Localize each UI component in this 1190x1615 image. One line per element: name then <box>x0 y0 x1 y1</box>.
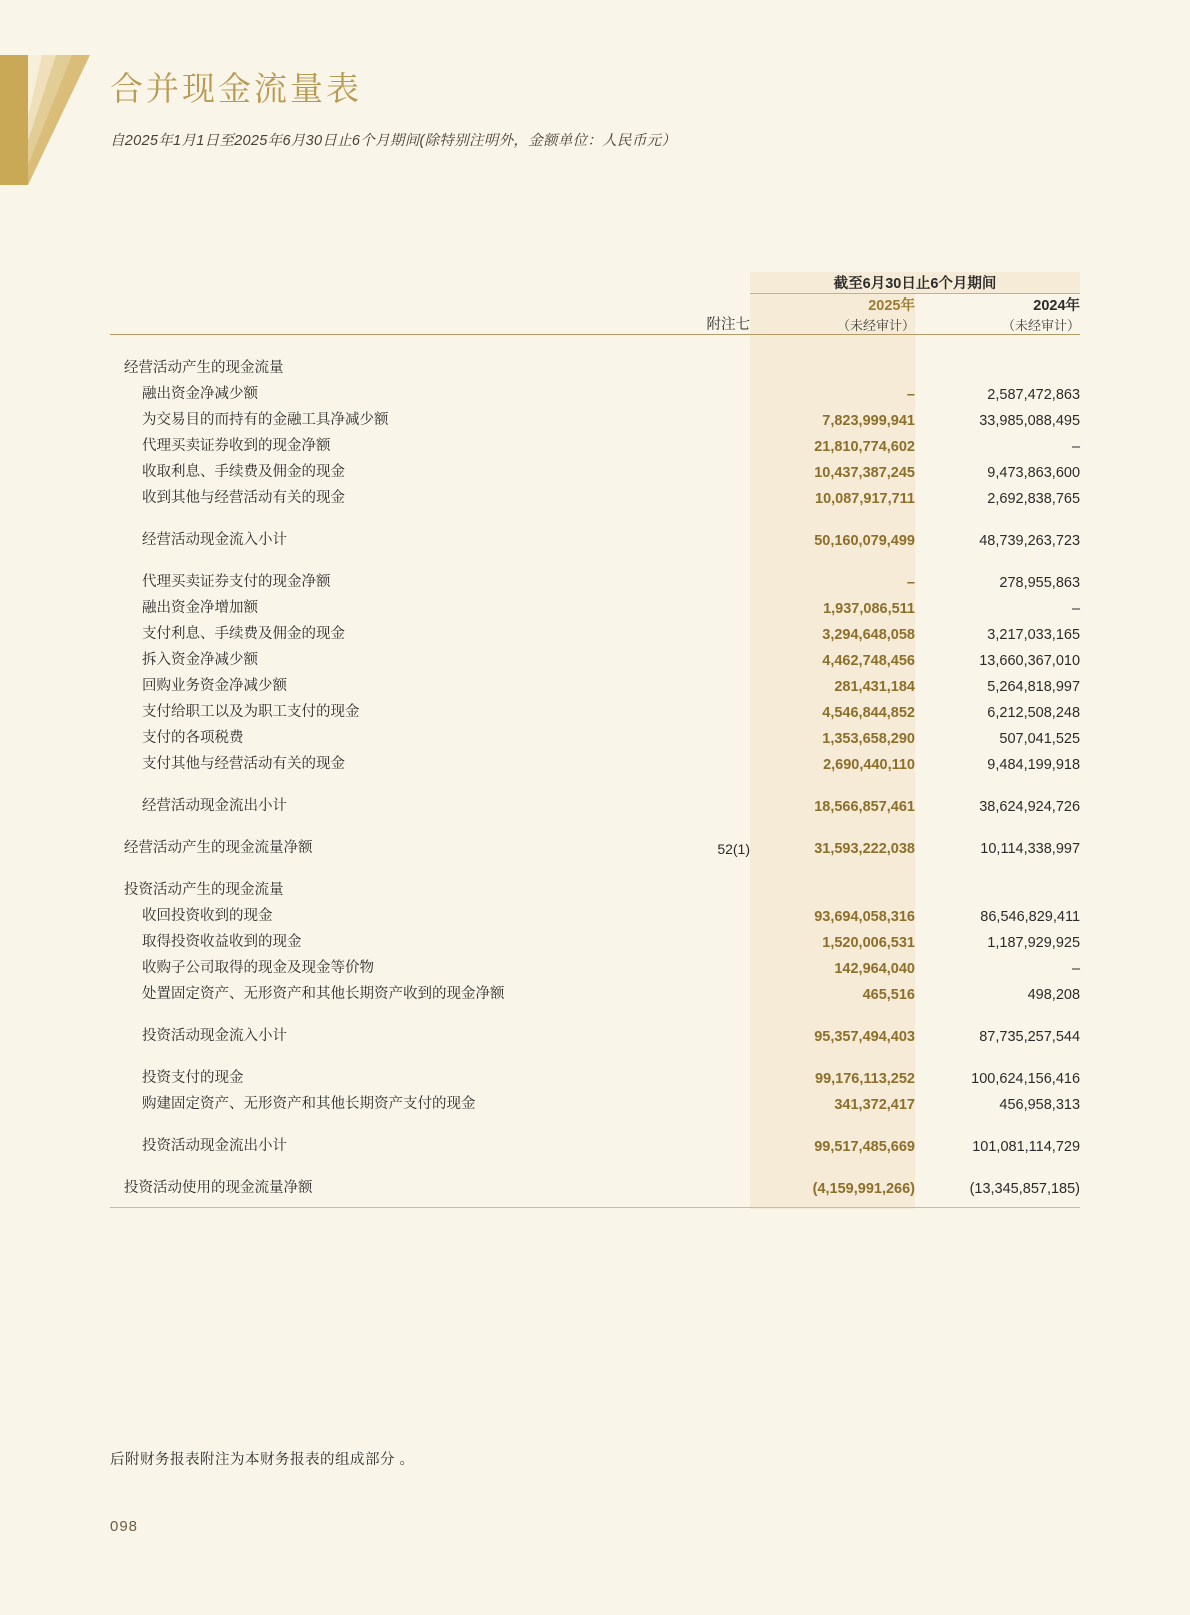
row-note <box>640 1061 750 1087</box>
year-2025-audit: （未经审计） <box>750 315 915 335</box>
table-row <box>110 591 1080 617</box>
row-value-2025: 1,353,658,290 <box>750 721 915 747</box>
row-label: 融出资金净减少额 <box>142 386 258 402</box>
row-value-2024: 101,081,114,729 <box>972 1139 1081 1155</box>
row-label: 收购子公司取得的现金及现金等价物 <box>142 960 374 976</box>
row-gap <box>110 1155 1080 1171</box>
row-value-2024: 507,041,525 <box>999 731 1081 747</box>
row-value-2024: 87,735,257,544 <box>979 1029 1081 1045</box>
row-value-2025: 10,437,387,245 <box>750 455 915 481</box>
row-note <box>640 377 750 403</box>
row-value-2025: 465,516 <box>750 977 915 1003</box>
row-label: 投资活动使用的现金流量净额 <box>124 1180 313 1196</box>
row-value-2025: 95,357,494,403 <box>750 1019 915 1045</box>
table-row <box>110 669 1080 695</box>
row-value-2025: 1,937,086,511 <box>750 591 915 617</box>
row-value-2025 <box>750 351 915 377</box>
row-label: 代理买卖证券收到的现金净额 <box>142 438 331 454</box>
row-gap <box>110 773 1080 789</box>
row-label: 经营活动现金流出小计 <box>142 798 287 814</box>
row-note <box>640 789 750 815</box>
table-row <box>110 925 1080 951</box>
row-value-2024: 456,958,313 <box>999 1097 1081 1113</box>
row-value-2024: 33,985,088,495 <box>979 413 1081 429</box>
row-note <box>640 925 750 951</box>
row-label: 支付给职工以及为职工支付的现金 <box>142 704 360 720</box>
row-value-2024: 3,217,033,165 <box>987 627 1081 643</box>
table-row <box>110 899 1080 925</box>
row-value-2024: 6,212,508,248 <box>987 705 1081 721</box>
row-note: 52(1) <box>717 841 750 857</box>
row-label: 经营活动现金流入小计 <box>142 532 287 548</box>
table-row <box>110 747 1080 773</box>
row-value-2025: 50,160,079,499 <box>750 523 915 549</box>
row-value-2024: 9,473,863,600 <box>987 465 1081 481</box>
table-row <box>110 951 1080 977</box>
row-label: 取得投资收益收到的现金 <box>142 934 302 950</box>
row-label: 收取利息、手续费及佣金的现金 <box>142 464 345 480</box>
row-value-2025: 93,694,058,316 <box>750 899 915 925</box>
row-value-2024 <box>915 351 1080 377</box>
row-value-2025: 3,294,648,058 <box>750 617 915 643</box>
row-value-2025: 341,372,417 <box>750 1087 915 1113</box>
table-row <box>110 1171 1080 1197</box>
row-gap <box>110 1113 1080 1129</box>
row-value-2025: 7,823,999,941 <box>750 403 915 429</box>
row-label: 代理买卖证券支付的现金净额 <box>142 574 331 590</box>
cash-flow-statement <box>110 272 1080 1208</box>
table-row <box>110 617 1080 643</box>
row-label: 投资活动现金流入小计 <box>142 1028 287 1044</box>
row-value-2024: 278,955,863 <box>999 575 1081 591</box>
table-row <box>110 429 1080 455</box>
table-row <box>110 1087 1080 1113</box>
row-value-2024: 48,739,263,723 <box>979 533 1081 549</box>
row-value-2025: 99,517,485,669 <box>750 1129 915 1155</box>
row-label: 为交易目的而持有的金融工具净减少额 <box>142 412 389 428</box>
row-value-2025: 2,690,440,110 <box>750 747 915 773</box>
row-label: 投资支付的现金 <box>142 1070 244 1086</box>
year-2024-audit: （未经审计） <box>1002 318 1081 333</box>
page-header <box>110 68 1090 150</box>
table-row <box>110 831 1080 857</box>
row-gap <box>110 1003 1080 1019</box>
table-row <box>110 873 1080 899</box>
row-note <box>640 977 750 1003</box>
row-value-2025: 281,431,184 <box>750 669 915 695</box>
row-note <box>640 695 750 721</box>
row-note <box>640 617 750 643</box>
row-note <box>640 669 750 695</box>
row-value-2024: 2,587,472,863 <box>987 387 1081 403</box>
row-label: 支付利息、手续费及佣金的现金 <box>142 626 345 642</box>
table-row <box>110 977 1080 1003</box>
table-row <box>110 721 1080 747</box>
row-label: 支付其他与经营活动有关的现金 <box>142 756 345 772</box>
year-row <box>110 294 1080 315</box>
row-label: 投资活动现金流出小计 <box>142 1138 287 1154</box>
table-row <box>110 789 1080 815</box>
row-value-2025: 1,520,006,531 <box>750 925 915 951</box>
page-number: 098 <box>110 1518 139 1535</box>
row-value-2024 <box>915 873 1080 899</box>
row-note <box>640 951 750 977</box>
row-value-2025: 142,964,040 <box>750 951 915 977</box>
row-value-2024: 13,660,367,010 <box>979 653 1081 669</box>
row-label: 经营活动产生的现金流量净额 <box>124 840 313 856</box>
row-value-2024: 100,624,156,416 <box>971 1071 1081 1087</box>
row-label: 购建固定资产、无形资产和其他长期资产支付的现金 <box>142 1096 476 1112</box>
row-gap <box>110 1045 1080 1061</box>
note-column-header: 附注七 <box>706 317 750 333</box>
row-value-2024: 1,187,929,925 <box>987 935 1081 951</box>
row-note <box>640 455 750 481</box>
row-value-2024: 10,114,338,997 <box>980 841 1081 857</box>
year-2024-header: 2024年 <box>1033 298 1081 314</box>
table-row <box>110 1019 1080 1045</box>
financial-table <box>110 272 1080 1208</box>
table-row <box>110 565 1080 591</box>
row-value-2024: 498,208 <box>1027 987 1081 1003</box>
row-note <box>640 351 750 377</box>
row-gap <box>110 815 1080 831</box>
footnote: 后附财务报表附注为本财务报表的组成部分 。 <box>110 1452 415 1468</box>
table-row <box>110 377 1080 403</box>
row-note <box>640 721 750 747</box>
row-value-2025: 31,593,222,038 <box>750 831 915 857</box>
row-value-2024: 5,264,818,997 <box>987 679 1081 695</box>
table-row <box>110 695 1080 721</box>
row-value-2024: – <box>1071 439 1081 455</box>
row-label: 投资活动产生的现金流量 <box>124 882 284 898</box>
row-note <box>640 1087 750 1113</box>
row-note <box>640 643 750 669</box>
table-row <box>110 1129 1080 1155</box>
row-note <box>640 591 750 617</box>
row-value-2024: 2,692,838,765 <box>987 491 1081 507</box>
row-value-2025: 10,087,917,711 <box>750 481 915 507</box>
row-note <box>640 873 750 899</box>
row-label: 收到其他与经营活动有关的现金 <box>142 490 345 506</box>
row-gap <box>110 507 1080 523</box>
page-subtitle: 自2025年1月1日至2025年6月30日止6个月期间(除特别注明外，金额单位：人民币元） <box>110 132 677 149</box>
row-gap <box>110 857 1080 873</box>
row-label: 回购业务资金净减少额 <box>142 678 287 694</box>
row-value-2025: 99,176,113,252 <box>750 1061 915 1087</box>
row-label: 处置固定资产、无形资产和其他长期资产收到的现金净额 <box>142 986 505 1002</box>
row-value-2024: 86,546,829,411 <box>980 909 1081 925</box>
period-header-row <box>110 272 1080 293</box>
audit-row <box>110 315 1080 335</box>
row-value-2025: 4,462,748,456 <box>750 643 915 669</box>
row-value-2024: (13,345,857,185) <box>969 1181 1081 1197</box>
table-row <box>110 643 1080 669</box>
page-title: 合并现金流量表 <box>110 70 362 107</box>
row-label: 收回投资收到的现金 <box>142 908 273 924</box>
row-note <box>640 429 750 455</box>
row-value-2024: – <box>1071 601 1081 617</box>
table-row <box>110 403 1080 429</box>
row-label: 经营活动产生的现金流量 <box>124 360 284 376</box>
year-2025-header: 2025年 <box>750 294 915 315</box>
table-bottom-rule <box>110 1208 1080 1209</box>
period-header: 截至6月30日止6个月期间 <box>750 272 1080 293</box>
table-row <box>110 1061 1080 1087</box>
table-row <box>110 523 1080 549</box>
row-note <box>640 1129 750 1155</box>
row-value-2025: 4,546,844,852 <box>750 695 915 721</box>
row-note <box>640 899 750 925</box>
table-row <box>110 351 1080 377</box>
row-note <box>640 481 750 507</box>
row-label: 融出资金净增加额 <box>142 600 258 616</box>
row-value-2024: 38,624,924,726 <box>979 799 1081 815</box>
row-value-2025: 18,566,857,461 <box>750 789 915 815</box>
table-row <box>110 455 1080 481</box>
corner-ornament <box>0 55 90 185</box>
row-value-2025: – <box>750 565 915 591</box>
row-note <box>640 1019 750 1045</box>
row-value-2025 <box>750 873 915 899</box>
row-value-2024: – <box>1071 961 1081 977</box>
spacer <box>110 1197 1080 1208</box>
row-label: 拆入资金净减少额 <box>142 652 258 668</box>
spacer <box>110 335 1080 351</box>
row-gap <box>110 549 1080 565</box>
row-note <box>640 523 750 549</box>
row-value-2025: (4,159,991,266) <box>750 1171 915 1197</box>
table-row <box>110 481 1080 507</box>
row-note <box>640 565 750 591</box>
row-note <box>640 747 750 773</box>
row-value-2025: – <box>750 377 915 403</box>
row-note <box>640 403 750 429</box>
row-note <box>640 1171 750 1197</box>
row-value-2024: 9,484,199,918 <box>987 757 1081 773</box>
row-value-2025: 21,810,774,602 <box>750 429 915 455</box>
row-label: 支付的各项税费 <box>142 730 244 746</box>
